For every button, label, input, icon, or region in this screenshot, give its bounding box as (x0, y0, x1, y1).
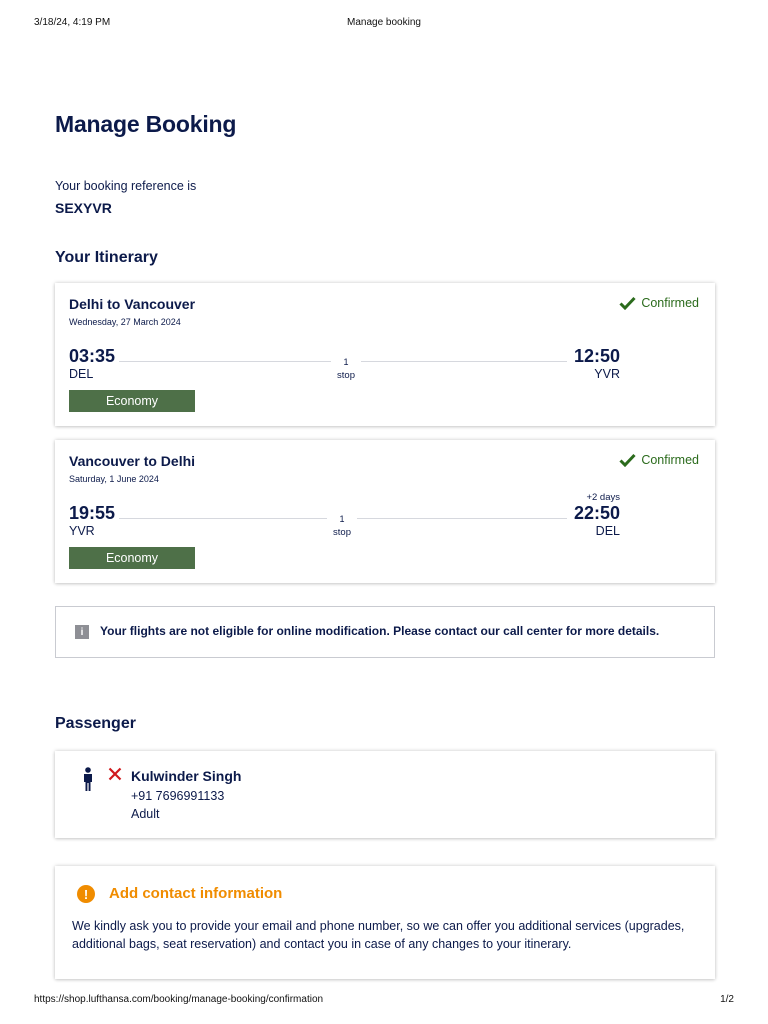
passenger-title: Passenger (55, 715, 136, 732)
page-number: 1/2 (720, 994, 734, 1005)
checkmark-icon (619, 296, 636, 310)
passenger-card (55, 751, 715, 838)
departure-time: 03:35 (69, 346, 116, 366)
passenger-name: Kulwinder Singh (131, 768, 242, 784)
flight-date: Wednesday, 27 March 2024 (69, 317, 181, 327)
print-date: 3/18/24, 4:19 PM (34, 17, 111, 28)
stop-label: stop (337, 370, 355, 381)
flight-route: Vancouver to Delhi (69, 453, 196, 469)
stop-label: stop (333, 527, 351, 538)
booking-reference-label: Your booking reference is (55, 179, 197, 193)
departure-airport: YVR (69, 524, 95, 538)
flight-status-label: Confirmed (641, 296, 699, 310)
itinerary-title: Your Itinerary (55, 249, 158, 266)
flight-line (361, 361, 567, 362)
stop-count: 1 (331, 357, 361, 367)
departure-airport: DEL (69, 367, 94, 381)
cabin-class-badge: Economy (69, 390, 195, 412)
booking-reference-code: SEXYVR (55, 200, 112, 216)
departure-time: 19:55 (69, 503, 116, 523)
checkmark-icon (619, 453, 636, 467)
info-icon: i (75, 625, 89, 639)
day-offset: +2 days (586, 492, 620, 503)
flight-route: Delhi to Vancouver (69, 296, 196, 312)
page-title: Manage Booking (55, 111, 237, 137)
print-url: https://shop.lufthansa.com/booking/manage-booking/confirmation (34, 994, 324, 1005)
contact-card (55, 866, 715, 979)
passenger-type: Adult (131, 807, 160, 821)
arrival-airport: YVR (594, 367, 620, 381)
modification-notice (55, 606, 715, 658)
flight-line (119, 361, 331, 362)
flight-line (357, 518, 567, 519)
close-icon[interactable] (108, 767, 122, 781)
contact-description: We kindly ask you to provide your email and phone number, so we can offer you additional services (upgrades, additional bags, seat reservation) and contact you in case of any changes to your itinerary. (72, 919, 685, 951)
flight-status (619, 296, 699, 310)
arrival-time: 22:50 (573, 503, 620, 523)
flight-card (55, 283, 715, 426)
person-icon (81, 767, 95, 791)
flight-line (119, 518, 327, 519)
warning-icon: ! (77, 885, 95, 903)
cabin-class-badge: Economy (69, 547, 195, 569)
flight-card (55, 440, 715, 583)
flight-status (619, 453, 699, 467)
notice-text: Your flights are not eligible for online modification. Please contact our call center for more details. (100, 624, 660, 638)
add-contact-link[interactable]: Add contact information (109, 885, 283, 902)
arrival-airport: DEL (595, 524, 620, 538)
passenger-phone: +91 7696991133 (131, 789, 225, 803)
print-title: Manage booking (347, 17, 421, 28)
flight-status-label: Confirmed (641, 453, 699, 467)
arrival-time: 12:50 (573, 346, 620, 366)
flight-date: Saturday, 1 June 2024 (69, 474, 159, 484)
stop-count: 1 (327, 514, 357, 524)
